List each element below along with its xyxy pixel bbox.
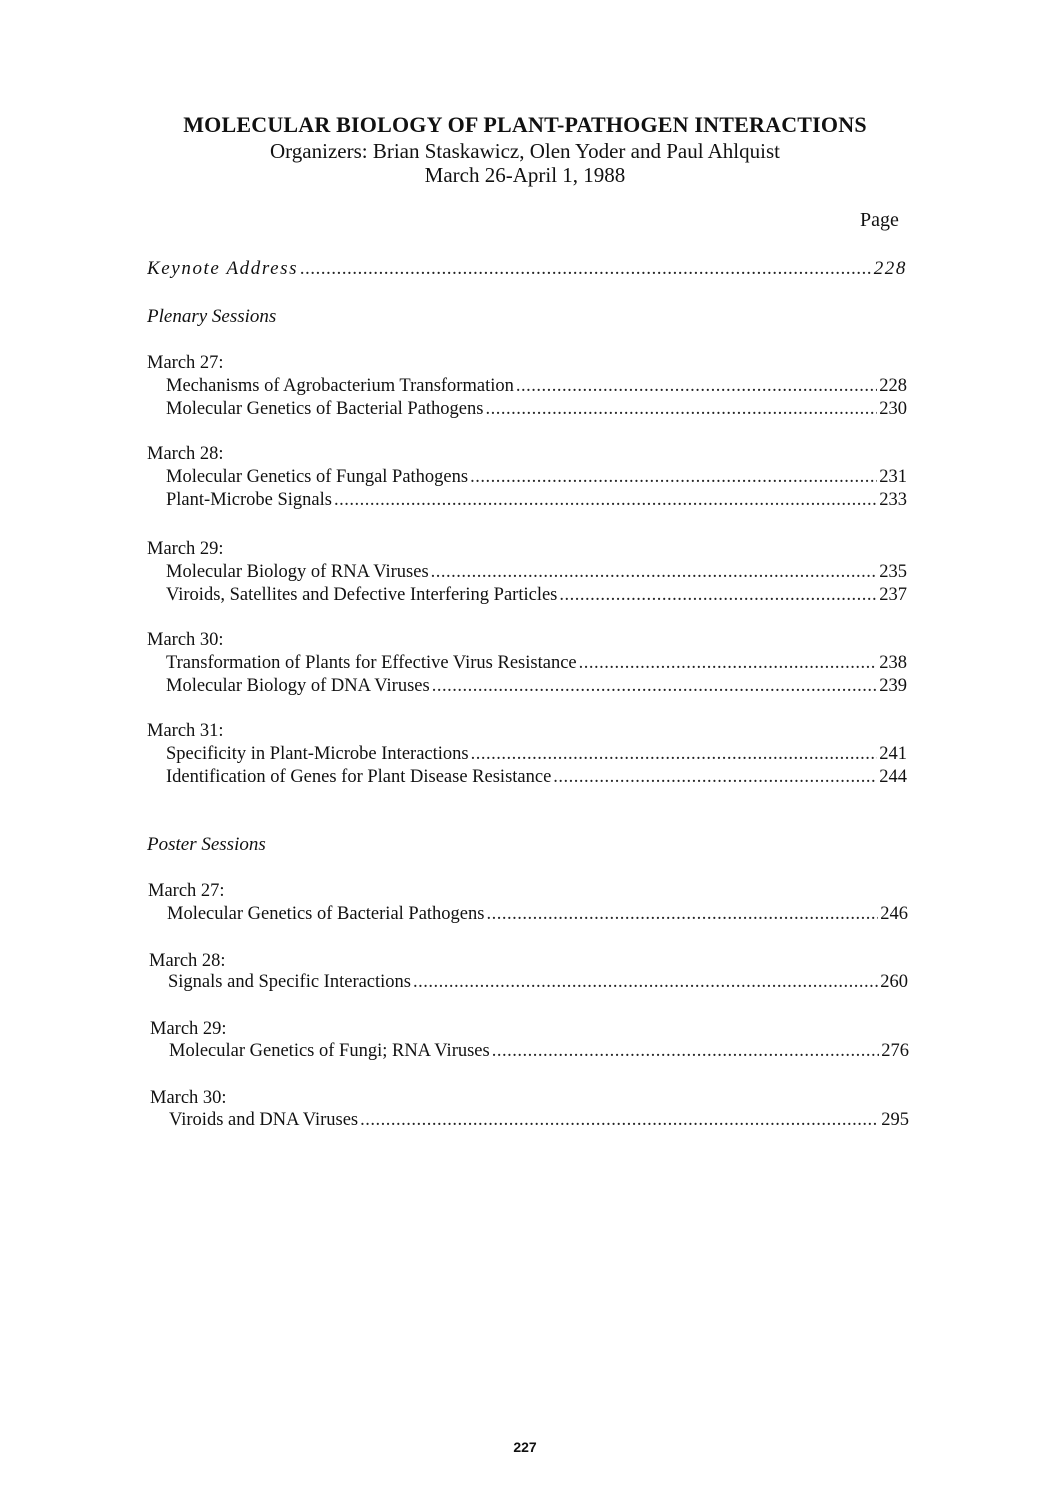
toc-entry-label: Molecular Genetics of Bacterial Pathogens xyxy=(166,399,484,419)
toc-entry-label: Transformation of Plants for Effective Virus Resistance xyxy=(166,653,577,673)
toc-entry-page: 260 xyxy=(880,972,908,992)
session-date: March 29: xyxy=(147,539,224,559)
toc-entry xyxy=(166,490,907,511)
toc-entry-label: Molecular Genetics of Bacterial Pathogens xyxy=(167,904,485,924)
session-date: March 28: xyxy=(147,444,224,464)
leader-dots xyxy=(553,767,877,788)
page-column-label: Page xyxy=(860,209,899,231)
toc-entry-page: 237 xyxy=(879,585,907,605)
toc-entry xyxy=(166,585,907,606)
toc-entry-page: 233 xyxy=(879,490,907,510)
toc-entry xyxy=(168,972,908,993)
leader-dots xyxy=(360,1110,879,1131)
toc-entry-page: 276 xyxy=(881,1041,909,1061)
leader-dots xyxy=(486,904,878,925)
leader-dots xyxy=(431,562,878,583)
leader-dots xyxy=(470,467,877,488)
page-number: 227 xyxy=(513,1439,537,1455)
leader-dots xyxy=(471,744,878,765)
toc-entry xyxy=(169,1110,909,1131)
toc-entry-page: 246 xyxy=(880,904,908,924)
toc-entry xyxy=(166,744,907,765)
leader-dots xyxy=(413,972,878,993)
toc-entry xyxy=(166,467,907,488)
toc-entry-page: 244 xyxy=(879,767,907,787)
session-date: March 30: xyxy=(150,1088,227,1108)
toc-entry-page: 231 xyxy=(879,467,907,487)
document-title: MOLECULAR BIOLOGY OF PLANT-PATHOGEN INTERACTIONS xyxy=(183,112,867,137)
toc-entry-page: 230 xyxy=(879,399,907,419)
session-date: March 27: xyxy=(148,881,225,901)
toc-entry xyxy=(166,653,907,674)
toc-entry-label: Mechanisms of Agrobacterium Transformation xyxy=(166,376,514,396)
toc-entry-label: Keynote Address xyxy=(147,258,299,279)
toc-entry-page: 295 xyxy=(881,1110,909,1130)
leader-dots xyxy=(516,376,877,397)
toc-entry-label: Plant-Microbe Signals xyxy=(166,490,332,510)
leader-dots xyxy=(559,585,877,606)
conference-dates: March 26-April 1, 1988 xyxy=(424,163,626,187)
session-date: March 29: xyxy=(150,1019,227,1039)
toc-entry xyxy=(166,676,907,697)
toc-entry-page: 238 xyxy=(879,653,907,673)
toc-entry-page: 235 xyxy=(879,562,907,582)
leader-dots xyxy=(579,653,878,674)
section-heading-poster: Poster Sessions xyxy=(147,834,266,855)
toc-entry-label: Viroids, Satellites and Defective Interfering Particles xyxy=(166,585,558,605)
toc-entry xyxy=(169,1041,909,1062)
leader-dots xyxy=(432,676,878,697)
leader-dots xyxy=(485,399,877,420)
toc-entry xyxy=(166,562,907,583)
toc-entry-page: 239 xyxy=(879,676,907,696)
toc-entry-label: Molecular Biology of RNA Viruses xyxy=(166,562,429,582)
toc-entry-label: Identification of Genes for Plant Disease Resistance xyxy=(166,767,552,787)
toc-entry-label: Viroids and DNA Viruses xyxy=(169,1110,359,1130)
toc-entry-keynote xyxy=(147,258,907,280)
toc-entry-label: Molecular Genetics of Fungi; RNA Viruses xyxy=(169,1041,490,1061)
toc-entry-label: Molecular Genetics of Fungal Pathogens xyxy=(166,467,469,487)
leader-dots xyxy=(492,1041,880,1062)
organizers-line: Organizers: Brian Staskawicz, Olen Yoder and Paul Ahlquist xyxy=(270,139,780,163)
session-date: March 27: xyxy=(147,353,224,373)
leader-dots xyxy=(300,258,872,280)
session-date: March 28: xyxy=(149,951,226,971)
toc-entry-label: Signals and Specific Interactions xyxy=(168,972,412,992)
session-date: March 31: xyxy=(147,721,224,741)
toc-entry-label: Specificity in Plant-Microbe Interactions xyxy=(166,744,469,764)
toc-entry-label: Molecular Biology of DNA Viruses xyxy=(166,676,430,696)
toc-entry xyxy=(166,376,907,397)
toc-entry xyxy=(166,767,907,788)
toc-entry xyxy=(167,904,908,925)
toc-entry-page: 241 xyxy=(879,744,907,764)
toc-entry-page: 228 xyxy=(873,258,907,279)
session-date: March 30: xyxy=(147,630,224,650)
toc-entry xyxy=(166,399,907,420)
leader-dots xyxy=(334,490,877,511)
section-heading-plenary: Plenary Sessions xyxy=(147,306,277,327)
toc-entry-page: 228 xyxy=(879,376,907,396)
